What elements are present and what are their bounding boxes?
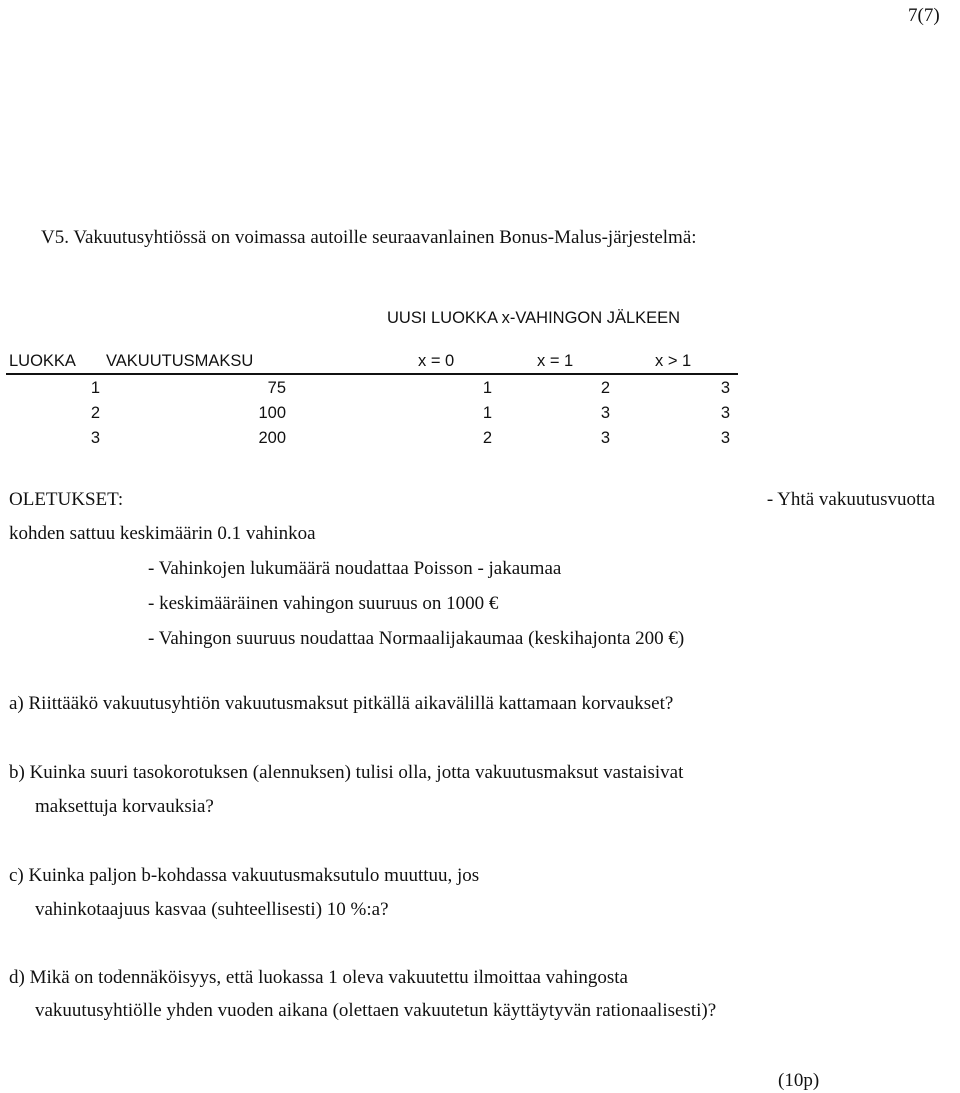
points-label: (10p) xyxy=(778,1070,820,1091)
cell-xgt1: 3 xyxy=(720,429,730,447)
col-header-x0: x = 0 xyxy=(418,352,455,370)
cell-premium: 75 xyxy=(267,379,286,397)
cell-premium: 200 xyxy=(258,429,286,447)
cell-x1: 3 xyxy=(600,404,610,422)
col-header-x1: x = 1 xyxy=(537,352,574,370)
question-b-line1: b) Kuinka suuri tasokorotuksen (alennuksen) tulisi olla, jotta vakuutusmaksut vastaisivat xyxy=(9,762,684,783)
question-heading: V5. Vakuutusyhtiössä on voimassa autoille seuraavanlainen Bonus-Malus-järjestelmä: xyxy=(41,227,697,248)
cell-x0: 1 xyxy=(482,379,492,397)
table-super-header: UUSI LUOKKA x-VAHINGON JÄLKEEN xyxy=(387,309,681,327)
question-b-line2: maksettuja korvauksia? xyxy=(35,796,214,817)
col-header-xgt1: x > 1 xyxy=(655,352,692,370)
col-header-class: LUOKKA xyxy=(9,352,76,370)
assumption-4: - Vahingon suuruus noudattaa Normaalijakaumaa (keskihajonta 200 €) xyxy=(148,628,685,649)
cell-x1: 3 xyxy=(600,429,610,447)
col-header-premium: VAKUUTUSMAKSU xyxy=(106,352,254,370)
assumption-3: - keskimääräinen vahingon suuruus on 1000 € xyxy=(148,593,499,614)
cell-class: 3 xyxy=(90,429,100,447)
cell-xgt1: 3 xyxy=(720,379,730,397)
cell-class: 1 xyxy=(90,379,100,397)
assumption-1-start: - Yhtä vakuutusvuotta xyxy=(766,489,935,510)
cell-x0: 2 xyxy=(482,429,492,447)
page-number: 7(7) xyxy=(908,5,940,26)
assumption-1-continuation: kohden sattuu keskimäärin 0.1 vahinkoa xyxy=(9,523,316,544)
cell-x1: 2 xyxy=(600,379,610,397)
question-d-line1: d) Mikä on todennäköisyys, että luokassa 1 oleva vakuutettu ilmoittaa vahingosta xyxy=(9,967,628,988)
question-c-line2: vahinkotaajuus kasvaa (suhteellisesti) 10 %:a? xyxy=(35,899,389,920)
assumption-2: - Vahinkojen lukumäärä noudattaa Poisson - jakaumaa xyxy=(148,558,562,579)
cell-x0: 1 xyxy=(482,404,492,422)
assumptions-label: OLETUKSET: xyxy=(9,489,124,510)
cell-premium: 100 xyxy=(258,404,286,422)
question-a: a) Riittääkö vakuutusyhtiön vakuutusmaksut pitkällä aikavälillä kattamaan korvaukset? xyxy=(9,693,674,714)
table-header-rule xyxy=(6,373,738,375)
question-d-line2: vakuutusyhtiölle yhden vuoden aikana (olettaen vakuutetun käyttäytyvän rationaalisesti)? xyxy=(35,1000,717,1021)
cell-xgt1: 3 xyxy=(720,404,730,422)
question-c-line1: c) Kuinka paljon b-kohdassa vakuutusmaksutulo muuttuu, jos xyxy=(9,865,480,886)
cell-class: 2 xyxy=(90,404,100,422)
